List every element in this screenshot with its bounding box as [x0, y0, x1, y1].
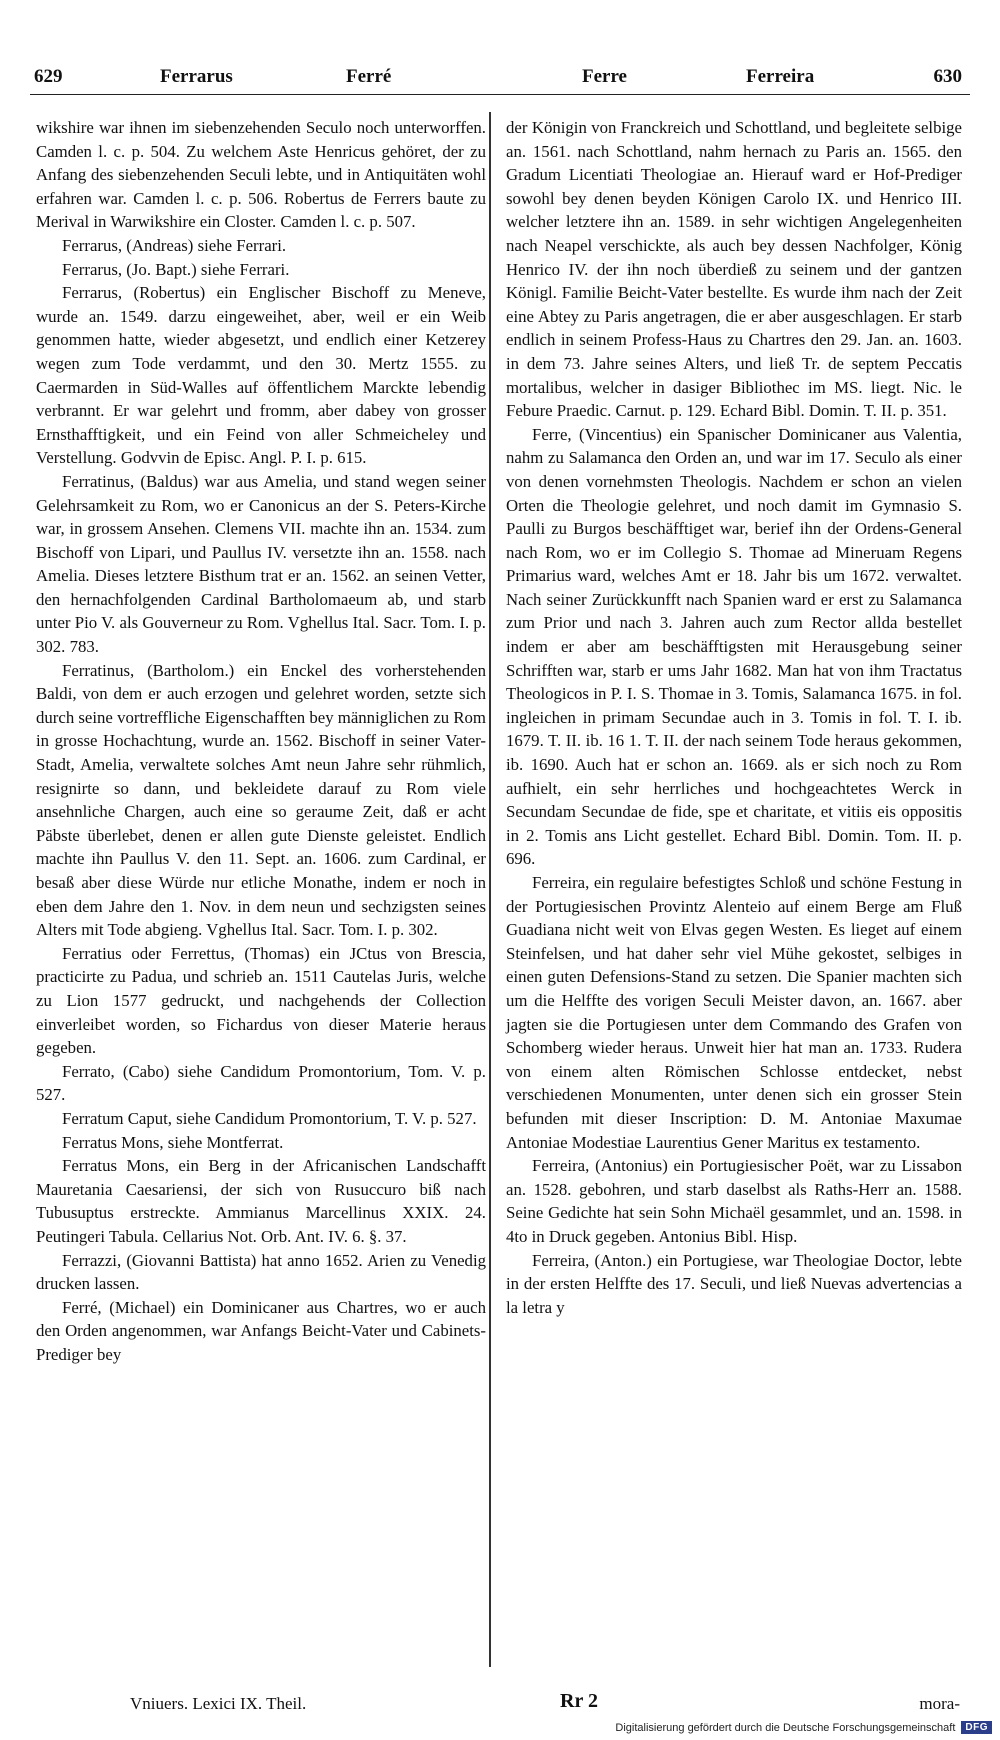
catchword: mora-: [919, 1694, 960, 1713]
entry-text: wikshire war ihnen im siebenzehenden Seculo noch unterworffen. Camden l. c. p. 504. Zu welchem Aste Henricus gehöret, der zu Anfang des siebenzehenden Seculi lebte, und in Antiquitäten wohl erfahren war. Camden l. c. p. 506. Robertus de Ferrers baute zu Merival in Warwikshire ein Closter. Camden l. c. p. 507.: [36, 118, 486, 232]
page-number-left: 629: [34, 66, 63, 87]
entry-text: Ferre, (Vincentius) ein Spanischer Dominicaner aus Valentia, nahm zu Salamanca den Orden an, und war im 17. Seculo als einer von denen vornehmsten Theologis. Nachdem er schon an vielen Orten die Theologie gelehret, und noch damit im Gymnasio S. Paulli zu Burgos beschäfftiget war, berief ihn der Ordens-General nach Rom, wo er im Collegio S. Thomae ad Mineruam Regens Primarius ward, welches Amt er 18. Jahr bis um 1672. verwaltet. Nach seiner Zurückkunfft nach Spanien ward er erst zu Salamanca zum Prior und nach 3. Jahren auch zum Rector allda bestellet indem er aber am beschäfftigsten mit Herausgebung seiner Schrifften war, starb er ums Jahr 1682. Man hat von ihm Tractatus Theologicos in P. I. S. Thomae in 3. Tomis, Salamanca 1675. in fol. ingleichen in primam Secundae auch in 3. Tomis in fol. T. I. ib. 1679. T. II. ib. 16 1. T. II. der nach seinem Tode heraus gekommen, ib. 1690. Auch hat er schon an. 1669. als er sich noch zu Rom aufhielt, ein sehr herrliches und hochgeachtetes Werck in Secundam Secundae de fide, spe et charitate, et vitiis eis oppositis in 2. Tomis ans Licht gestellet. Echard Bibl. Domin. Tom. II. p. 696.: [506, 424, 962, 869]
sheet-mark: Rr 2: [560, 1690, 598, 1712]
entry-text: Ferratus Mons, ein Berg in der Africanischen Landschafft Mauretania Caesariensi, der sich von Rusuccuro biß nach Tubusuptus erstreckte. Ammianus Marcellinus XXIX. 24. Peutingeri Tabula. Cellarius Not. Orb. Ant. IV. 6. §. 37.: [36, 1156, 486, 1246]
entry-text: Ferreira, ein regulaire befestigtes Schloß und schöne Festung in der Portugiesischen Provintz Alenteio auf einem Berge am Fluß Guadiana nicht weit von Elvas gegen Westen. Es lieget auf einem Steinfelsen, und hat daher sehr viel Mühe gekostet, selbiges in einen guten Defensions-Stand zu setzen. Die Spanier machten sich um die Helffte des vorigen Seculi Meister davon, an. 1667. aber jagten sie die Portugiesen unter dem Commando des Grafen von Schomberg wieder heraus. Unweit hier hat man an. 1733. Rudera von einem alten Römischen Schlosse entdecket, nebst verschiedenen Monumenten, unter denen sich ein grosser Stein befunden mit dieser Inscription: D. M. Antoniae Maxumae Antoniae Modestiae Laurentius Gener Maritus ex testamento.: [506, 873, 962, 1152]
header-term-3: Ferre: [582, 66, 627, 87]
signature-line: Vniuers. Lexici IX. Theil.: [130, 1694, 307, 1713]
column-divider: [489, 112, 491, 1667]
entry-text: Ferrazzi, (Giovanni Battista) hat anno 1652. Arien zu Venedig drucken lassen.: [36, 1250, 486, 1294]
header-term-4: Ferreira: [746, 66, 815, 87]
entry-text: Ferratum Caput, siehe Candidum Promontorium, T. V. p. 527.: [62, 1108, 477, 1128]
page-number-right: 630: [933, 66, 962, 87]
entry-text: Ferratinus, (Baldus) war aus Amelia, und stand wegen seiner Gelehrsamkeit zu Rom, wo er Canonicus an der S. Peters-Kirche war, in grossem Ansehen. Clemens VII. machte ihn an. 1534. zum Bischoff von Lipari, und Paullus IV. versetzte ihn an. 1558. nach Amelia. Dieses letztere Bisthum trat er an. 1562. an seinen Vetter, den hernachfolgenden Cardinal Bartholomaeum ab, und starb unter Pio V. als Gouverneur zu Rom. Vghellus Ital. Sacr. Tom. I. p. 302. 783.: [36, 471, 486, 657]
dfg-logo-icon: DFG: [961, 1721, 992, 1734]
header-term-2: Ferré: [346, 66, 392, 87]
right-column: [506, 116, 962, 1319]
entry-text: Ferrarus, (Andreas) siehe Ferrari.: [62, 235, 287, 255]
entry-text: Ferré, (Michael) ein Dominicaner aus Chartres, wo er auch den Orden angenommen, war Anfangs Beicht-Vater und Cabinets-Prediger bey: [36, 1297, 486, 1364]
entry-text: Ferrato, (Cabo) siehe Candidum Promontorium, Tom. V. p. 527.: [36, 1061, 486, 1105]
entry-text: Ferreira, (Antonius) ein Portugiesischer Poët, war zu Lissabon an. 1528. gebohren, und starb daselbst als Raths-Herr an. 1588. Seine Gedichte hat sein Sohn Michaël gesammlet, und an. 1598. in 4to in Druck gegeben. Antonius Bibl. Hisp.: [506, 1156, 962, 1246]
left-column: [36, 116, 486, 1366]
entry-text: Ferrarus, (Jo. Bapt.) siehe Ferrari.: [62, 259, 290, 279]
entry-text: der Königin von Franckreich und Schottland, und begleitete selbige an. 1561. nach Schottland, nahm hernach zu Paris an. 1565. den Gradum Licentiati Theologiae an. Hierauf ward er Hof-Prediger sowohl bey denen beyden Königen Carolo IX. und Henrico III. welcher letztere ihn an. 1589. in sehr wichtigen Angelegenheiten nach Neapel verschickte, als auch bey dessen Nachfolger, König Henrico IV. der ihn noch überdieß zu seinem und der gantzen Königl. Familie Beicht-Vater bestellte. Es wurde ihm nach der Zeit eine Abtey zu Paris angetragen, die er aber ausgeschlagen. Er starb endlich in seinem Profess-Haus zu Chartres den 29. Jan. an. 1603. in dem 73. Jahre seines Alters, und ließ Tr. de septem Peccatis mortalibus, welcher in dasiger Bibliothec im MS. liegt. Nic. le Febure Praedic. Carnut. p. 129. Echard Bibl. Domin. T. II. p. 351.: [506, 118, 962, 421]
header-term-1: Ferrarus: [160, 66, 233, 87]
entry-text: Ferrarus, (Robertus) ein Englischer Bischoff zu Meneve, wurde an. 1549. darzu eingeweihet, aber, weil er ein Weib genommen hatte, wieder abgesetzt, und endlich einer Ketzerey wegen zum Tode verdammt, und den 30. Mertz 1555. zu Caermarden in Süd-Walles auf öffentlichem Marckte lebendig verbrannt. Er war gelehrt und fromm, aber dabey von grosser Ernsthafftigkeit, und ein Feind von aller Schmeicheley und Verstellung. Godvvin de Episc. Angl. P. I. p. 615.: [36, 283, 486, 468]
entry-text: Ferratius oder Ferrettus, (Thomas) ein JCtus von Brescia, practicirte zu Padua, und schrieb an. 1511 Cautelas Juris, welche zu Lion 1577 gedruckt, und nachgehends der Collection einverleibet worden, so Fichardus von dieser Materie heraus gegeben.: [36, 943, 486, 1058]
digitization-footer: [615, 1721, 992, 1734]
entry-text: Ferreira, (Anton.) ein Portugiese, war Theologiae Doctor, lebte in der ersten Helffte des 17. Seculi, und ließ Nuevas advertencias a la letra y: [506, 1250, 962, 1317]
running-header: [30, 58, 970, 95]
entry-text: Ferratus Mons, siehe Montferrat.: [62, 1132, 284, 1152]
entry-text: Ferratinus, (Bartholom.) ein Enckel des vorherstehenden Baldi, von dem er auch erzogen und gelehret worden, setzte sich durch seine vortreffliche Eigenschafften bey männiglichen zu Rom in grosse Hochachtung, wurde an. 1562. Bischoff in seiner Vater-Stadt, Amelia, verwaltete solches Amt neun Jahre sehr rühmlich, resignirte so dann, und bekleidete darauf zu Rom viele ansehnliche Chargen, auch eine so geraume Zeit, daß er acht Päbste überlebet, denen er allen gute Dienste geleistet. Endlich machte ihn Paullus V. den 11. Sept. an. 1606. zum Cardinal, er besaß aber diese Würde nur etliche Monathe, indem er noch in eben dem Jahre den 1. Nov. in dem neun und sechzigsten seines Alters mit Tode abgieng. Vghellus Ital. Sacr. Tom. I. p. 302.: [36, 660, 486, 940]
footer-text: Digitalisierung gefördert durch die Deutsche Forschungsgemeinschaft: [615, 1721, 956, 1734]
